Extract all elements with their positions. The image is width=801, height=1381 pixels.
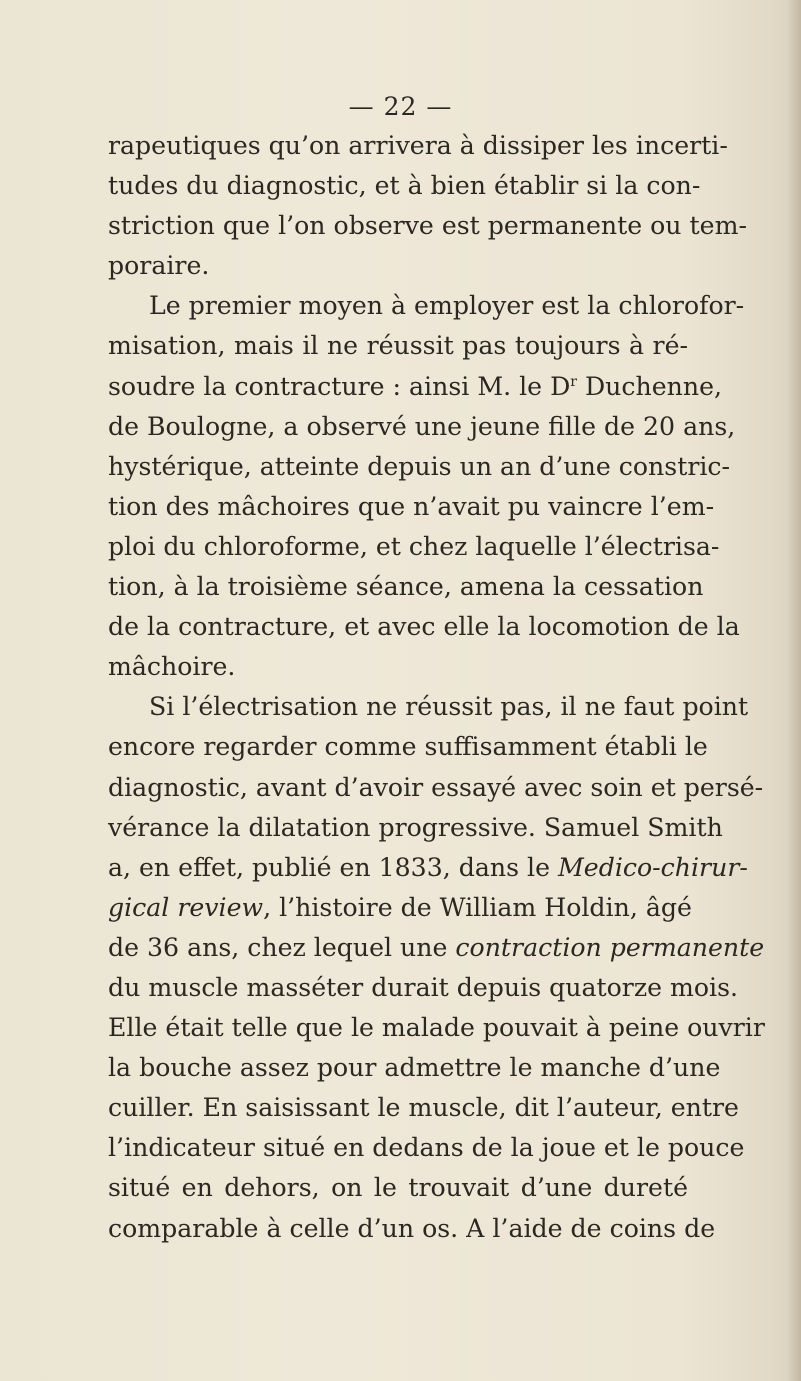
text-line: encore regarder comme suffisamment établi le xyxy=(108,732,708,762)
text-line xyxy=(108,367,722,407)
text-line xyxy=(108,848,748,888)
text-line: ploi du chloroforme, et chez laquelle l’électrisa- xyxy=(108,531,720,561)
text-line: diagnostic, avant d’avoir essayé avec soin et persé- xyxy=(108,772,764,802)
text-line: tion, à la troisième séance, amena la cessation xyxy=(108,572,704,602)
text-line: vérance la dilatation progressive. Samuel Smith xyxy=(108,812,723,842)
text-line: rapeutiques qu’on arrivera à dissiper les incerti- xyxy=(108,131,728,160)
text-line xyxy=(108,888,692,928)
italic-journal-title: Medico-chirur- xyxy=(558,852,748,882)
italic-journal-title: gical review xyxy=(108,892,264,922)
text-segment: a, en effet, publié en 1833, dans le xyxy=(108,852,559,882)
text-line: poraire. xyxy=(108,251,210,281)
text-line: tudes du diagnostic, et à bien établir si la con- xyxy=(108,171,701,201)
page-edge-shadow xyxy=(787,0,801,1381)
paragraph-start-line: Le premier moyen à employer est la chlorofor- xyxy=(149,291,745,321)
text-line xyxy=(108,928,765,968)
text-line: cuiller. En saisissant le muscle, dit l’auteur, entre xyxy=(108,1093,739,1123)
text-line: de Boulogne, a observé une jeune fille de 20 ans, xyxy=(108,411,736,441)
text-segment: de 36 ans, chez lequel une xyxy=(108,932,456,962)
paragraph-start-line: Si l’électrisation ne réussit pas, il ne faut point xyxy=(149,692,749,722)
text-line: striction que l’on observe est permanente ou tem- xyxy=(108,211,747,241)
text-line: du muscle masséter durait depuis quatorze mois. xyxy=(108,972,739,1002)
text-line: mâchoire. xyxy=(108,652,236,682)
body-text xyxy=(108,126,765,1249)
text-segment: , l’histoire de William Holdin, âgé xyxy=(263,892,692,922)
page-number: — 22 — xyxy=(348,92,453,121)
text-line: hystérique, atteinte depuis un an d’une constric- xyxy=(108,451,731,481)
text-segment: soudre la contracture : ainsi M. le D xyxy=(108,371,571,401)
text-segment: Duchenne, xyxy=(576,371,722,401)
text-line: de la contracture, et avec elle la locomotion de la xyxy=(108,612,740,642)
superscript-r: r xyxy=(570,373,577,390)
text-line: Elle était telle que le malade pouvait à peine ouvrir xyxy=(108,1013,765,1043)
italic-term: contraction permanente xyxy=(455,932,765,962)
text-line: comparable à celle d’un os. A l’aide de coins de xyxy=(108,1213,716,1243)
text-line: la bouche assez pour admettre le manche d’une xyxy=(108,1053,721,1083)
text-line: situé en dehors, on le trouvait d’une dureté xyxy=(108,1173,688,1203)
text-line: tion des mâchoires que n’avait pu vaincre l’em- xyxy=(108,491,715,521)
text-line: misation, mais il ne réussit pas toujours à ré- xyxy=(108,331,688,361)
text-line: l’indicateur situé en dedans de la joue et le pouce xyxy=(108,1133,745,1163)
